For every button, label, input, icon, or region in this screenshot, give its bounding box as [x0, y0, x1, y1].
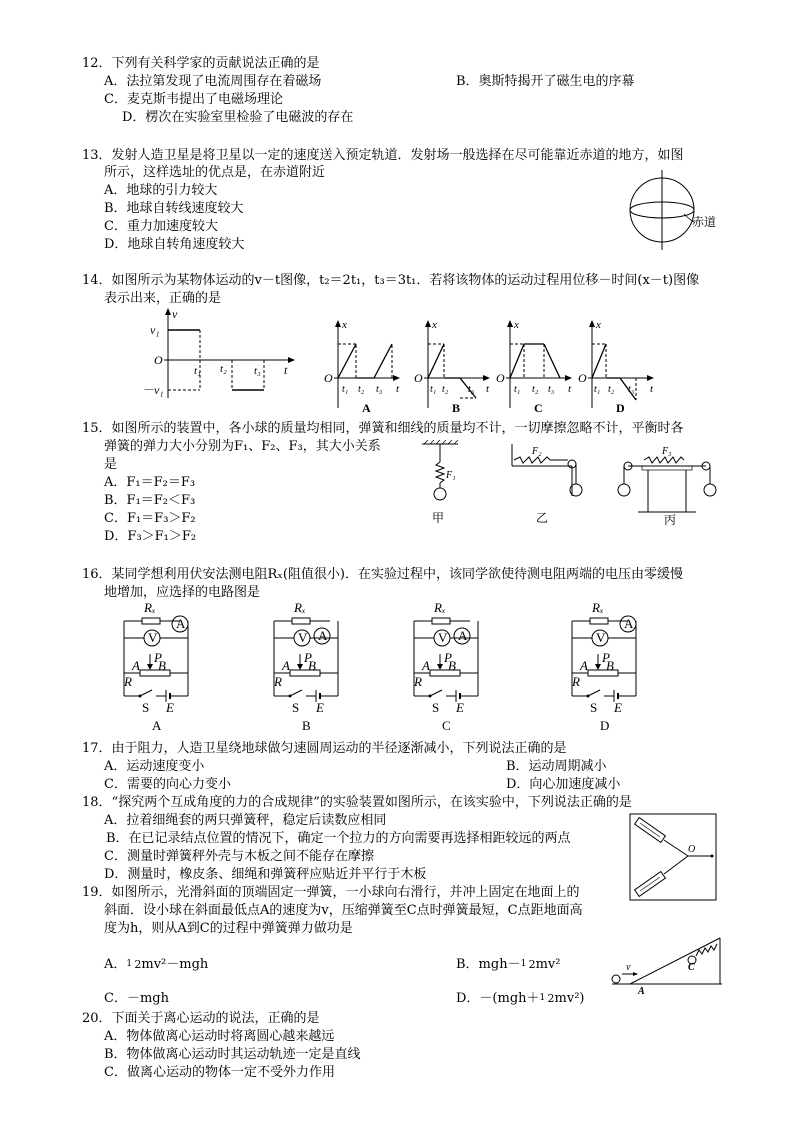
slider-p-label: P — [602, 650, 610, 665]
terminal-a-label: A — [282, 658, 290, 673]
terminal-b-label: B — [448, 658, 456, 673]
resistor-rx — [292, 618, 310, 624]
spring-figure-bing — [608, 440, 726, 540]
yi-label: 乙 — [536, 511, 549, 525]
xt-curve-segment — [510, 344, 524, 378]
switch-blade — [430, 690, 442, 696]
q18-option-d: D．测量时，橡皮条、细绳和弹簧秤应贴近并平行于木板 — [104, 867, 427, 882]
xt-t-arrow — [483, 375, 490, 381]
vt-t2-label: t₂ — [220, 363, 227, 375]
xt-t1-label: t₁ — [342, 384, 349, 395]
xt-origin: O — [578, 371, 587, 385]
q20-option-c: C．做离心运动的物体一定不受外力作用 — [104, 1065, 335, 1080]
point-c-label: C — [688, 962, 695, 973]
q20-option-b: B．物体做离心运动时其运动轨迹一定是直线 — [104, 1047, 361, 1062]
xt-y-arrow — [507, 320, 513, 327]
xt-t-label: t — [568, 383, 572, 395]
force-composition-figure — [628, 812, 720, 904]
f3-label: F₃ — [662, 446, 672, 457]
circuit-C — [402, 598, 498, 734]
xt-curve-segment — [592, 344, 606, 378]
switch-s-label: S — [292, 700, 300, 715]
q13-option-c: C．重力加速度较大 — [104, 219, 218, 234]
xt-t-label: t — [650, 383, 654, 395]
q15-stem-line1: 15．如图所示的装置中，各小球的质量均相同，弹簧和细线的质量均不计，一切摩擦忽略不计，平衡时各 — [82, 421, 684, 436]
vt-neg-v1-label: －v₁ — [142, 383, 164, 397]
xt-t3-label: t₃ — [548, 384, 555, 395]
xt-t-arrow — [565, 375, 572, 381]
q18-option-c: C．测量时弹簧秤外壳与木板之间不能存在摩擦 — [104, 849, 374, 864]
q19-stem-line3: 度为h，则从A到C的过程中弹簧弹力做功是 — [104, 921, 353, 936]
slider-p-label: P — [444, 650, 452, 665]
switch-blade — [588, 690, 600, 696]
q13-stem-line2: 所示，这样选址的优点是，在赤道附近 — [104, 165, 326, 180]
voltmeter-label: V — [148, 630, 158, 645]
q20-stem: 20．下面关于离心运动的说法，正确的是 — [82, 1011, 320, 1026]
xt-curve-segment — [428, 344, 444, 378]
q15-stem-line3: 是 — [104, 457, 118, 472]
circuit-option-label: B — [302, 718, 311, 733]
battery-e-label: E — [316, 700, 324, 715]
rheostat-r-label: R — [124, 674, 132, 689]
xt-x-label: x — [514, 319, 519, 331]
q19-stem-line1: 19．如图所示，光滑斜面的顶端固定一弹簧，一小球向右滑行，并冲上固定在地面上的 — [82, 885, 580, 900]
rheostat-r-label: R — [274, 674, 282, 689]
terminal-a-label: A — [580, 658, 588, 673]
q16-stem-line1: 16．某同学想利用伏安法测电阻Rₓ(阻值很小)．在实验过程中，该同学欲使待测电阻两端的电压由零缓慢 — [82, 567, 683, 582]
circuit-option-label: D — [600, 718, 610, 733]
ammeter-label: A — [176, 616, 186, 631]
q17-option-c: C．需要的向心力变小 — [104, 777, 231, 792]
slider-arrow — [595, 664, 601, 670]
battery-e-label: E — [456, 700, 464, 715]
xt-y-arrow — [589, 320, 595, 327]
q19-option-c: C．－mgh — [104, 991, 169, 1006]
terminal-a-label: A — [132, 658, 140, 673]
q13-option-b: B．地球自转线速度较大 — [104, 201, 244, 216]
terminal-b-label: B — [158, 658, 166, 673]
q12-option-b: B．奥斯特揭开了磁生电的序幕 — [456, 74, 635, 89]
q19-option-d: D．－(mgh＋ 1 2mv²) — [456, 991, 585, 1006]
xt-curve-segment — [374, 344, 392, 378]
switch-blade — [140, 690, 152, 696]
q19-option-a: A． 1 2mv²－mgh — [104, 957, 209, 972]
slider-arrow — [437, 664, 443, 670]
ammeter-label: A — [624, 616, 634, 631]
slider-p-label: P — [154, 650, 162, 665]
vt-v-label: v — [172, 307, 178, 321]
slider-p-label: P — [304, 650, 312, 665]
xt-y-arrow — [335, 320, 341, 327]
q12-option-d: D．楞次在实验室里检验了电磁波的存在 — [122, 110, 354, 125]
xt-curve-segment — [544, 344, 560, 378]
node-o-label: O — [688, 844, 696, 855]
equator-label: 赤道 — [692, 215, 717, 229]
battery-e-label: E — [614, 700, 622, 715]
q16-stem-line2: 地增加，应选择的电路图是 — [104, 585, 261, 600]
q12-option-a: A．法拉第发现了电流周围存在着磁场 — [104, 74, 322, 89]
rheostat-r-label: R — [414, 674, 422, 689]
spring-figure-jia — [418, 440, 468, 540]
xt-option-label: B — [452, 401, 461, 415]
q17-option-b: B．运动周期减小 — [506, 759, 607, 774]
xt-x-label: x — [342, 319, 347, 331]
rx-label: Rₓ — [144, 600, 156, 615]
vt-t1-label: t₁ — [194, 365, 201, 377]
circuit-A — [112, 598, 208, 734]
switch-s-label: S — [590, 700, 598, 715]
xt-t1-label: t₁ — [514, 384, 521, 395]
vt-graph — [140, 306, 300, 402]
xt-graph-A — [318, 316, 402, 416]
xt-t2-label: t₂ — [608, 384, 615, 395]
xt-t3-label: t₃ — [628, 384, 635, 395]
xt-origin: O — [324, 371, 333, 385]
xt-option-label: C — [534, 401, 543, 415]
earth-equator-figure — [628, 168, 728, 254]
q14-stem-line1: 14．如图所示为某物体运动的v－t图像，t₂＝2t₁，t₃＝3t₁．若将该物体的运动过程用位移－时间(x－t)图像 — [82, 273, 700, 288]
velocity-label: v — [626, 962, 631, 973]
rx-label: Rₓ — [434, 600, 446, 615]
xt-graph-D — [572, 316, 656, 416]
q13-option-d: D．地球自转角速度较大 — [104, 237, 245, 252]
slider-arrow — [297, 664, 303, 670]
switch-pivot — [587, 695, 590, 698]
rheostat-r-label: R — [572, 674, 580, 689]
circuit-option-label: C — [442, 718, 451, 733]
xt-x-label: x — [596, 319, 601, 331]
q20-option-a: A．物体做离心运动时将离圆心越来越远 — [104, 1029, 335, 1044]
xt-t3-label: t₃ — [376, 384, 383, 395]
xt-curve-segment — [338, 344, 356, 378]
q12-option-c: C．麦克斯韦提出了电磁场理论 — [104, 92, 283, 107]
q17-stem: 17．由于阻力，人造卫星绕地球做匀速圆周运动的半径逐渐减小，下列说法正确的是 — [82, 741, 567, 756]
xt-option-label: A — [362, 401, 371, 415]
voltmeter-label: V — [438, 630, 448, 645]
q15-option-d: D．F₃＞F₁＞F₂ — [104, 529, 197, 544]
xt-t1-label: t₁ — [430, 384, 437, 395]
slider-arrow — [147, 664, 153, 670]
point-a-label: A — [638, 986, 645, 996]
q13-stem-line1: 13．发射人造卫星是将卫星以一定的速度送入预定轨道．发射场一般选择在尽可能靠近赤道的地方，如图 — [82, 148, 684, 163]
terminal-b-label: B — [606, 658, 614, 673]
xt-t-label: t — [486, 383, 490, 395]
q17-option-d: D．向心加速度减小 — [506, 777, 621, 792]
spring-figure-yi — [500, 440, 590, 540]
xt-origin: O — [414, 371, 423, 385]
rx-label: Rₓ — [294, 600, 306, 615]
q14-stem-line2: 表示出来，正确的是 — [104, 291, 222, 306]
switch-s-label: S — [142, 700, 150, 715]
incline-spring-figure — [608, 926, 726, 996]
xt-t2-label: t₂ — [532, 384, 539, 395]
battery-e-label: E — [166, 700, 174, 715]
q15-stem-line2: 弹簧的弹力大小分别为F₁、F₂、F₃，其大小关系 — [104, 439, 381, 454]
q18-option-b: B．在已记录结点位置的情况下，确定一个拉力的方向需要再选择相距较远的两点 — [106, 831, 571, 846]
resistor-rx — [432, 618, 450, 624]
terminal-a-label: A — [422, 658, 430, 673]
switch-blade — [290, 690, 302, 696]
voltmeter-label: V — [596, 630, 606, 645]
jia-label: 甲 — [432, 511, 445, 525]
xt-option-label: D — [616, 401, 625, 415]
q15-option-a: A．F₁＝F₂＝F₃ — [104, 475, 196, 490]
q15-option-b: B．F₁＝F₂＜F₃ — [104, 493, 196, 508]
q19-option-b: B．mgh－ 1 2mv² — [456, 957, 561, 972]
xt-t1-label: t₁ — [594, 384, 601, 395]
q19-stem-line2: 斜面．设小球在斜面最低点A的速度为v，压缩弹簧至C点时弹簧最短，C点距地面高 — [104, 903, 583, 918]
xt-x-label: x — [432, 319, 437, 331]
q12-stem: 12．下列有关科学家的贡献说法正确的是 — [82, 56, 320, 71]
vt-t3-label: t₃ — [254, 365, 261, 377]
circuit-option-label: A — [152, 718, 162, 733]
switch-pivot — [289, 695, 292, 698]
xt-t2-label: t₂ — [358, 384, 365, 395]
terminal-b-label: B — [308, 658, 316, 673]
xt-t-arrow — [393, 375, 400, 381]
xt-t-arrow — [647, 375, 654, 381]
ammeter-label: A — [318, 628, 328, 643]
xt-t3-label: t₃ — [468, 384, 475, 395]
f2-label: F₂ — [532, 446, 542, 457]
ammeter-label: A — [458, 628, 468, 643]
xt-y-arrow — [425, 320, 431, 327]
f1-label: F₁ — [446, 470, 456, 481]
vt-t-axis-label: t — [284, 363, 288, 377]
bing-label: 丙 — [664, 513, 677, 527]
circuit-D — [560, 598, 656, 734]
resistor-rx — [590, 618, 608, 624]
xt-origin: O — [496, 371, 505, 385]
xt-t2-label: t₂ — [442, 384, 449, 395]
xt-t-label: t — [396, 383, 400, 395]
q13-option-a: A．地球的引力较大 — [104, 183, 218, 198]
xt-graph-C — [490, 316, 574, 416]
vt-origin: O — [154, 353, 163, 367]
xt-graph-B — [408, 316, 492, 416]
rx-label: Rₓ — [592, 600, 604, 615]
q15-option-c: C．F₁＝F₃＞F₂ — [104, 511, 196, 526]
voltmeter-label: V — [298, 630, 308, 645]
switch-s-label: S — [432, 700, 440, 715]
vt-v1-label: v₁ — [150, 323, 160, 337]
resistor-rx — [142, 618, 160, 624]
q18-stem: 18．“探究两个互成角度的力的合成规律”的实验装置如图所示，在该实验中，下列说法正确的是 — [82, 795, 632, 810]
q17-option-a: A．运动速度变小 — [104, 759, 205, 774]
q18-option-a: A．拉着细绳套的两只弹簧秤，稳定后读数应相同 — [104, 813, 387, 828]
switch-pivot — [429, 695, 432, 698]
switch-pivot — [139, 695, 142, 698]
circuit-B — [262, 598, 358, 734]
